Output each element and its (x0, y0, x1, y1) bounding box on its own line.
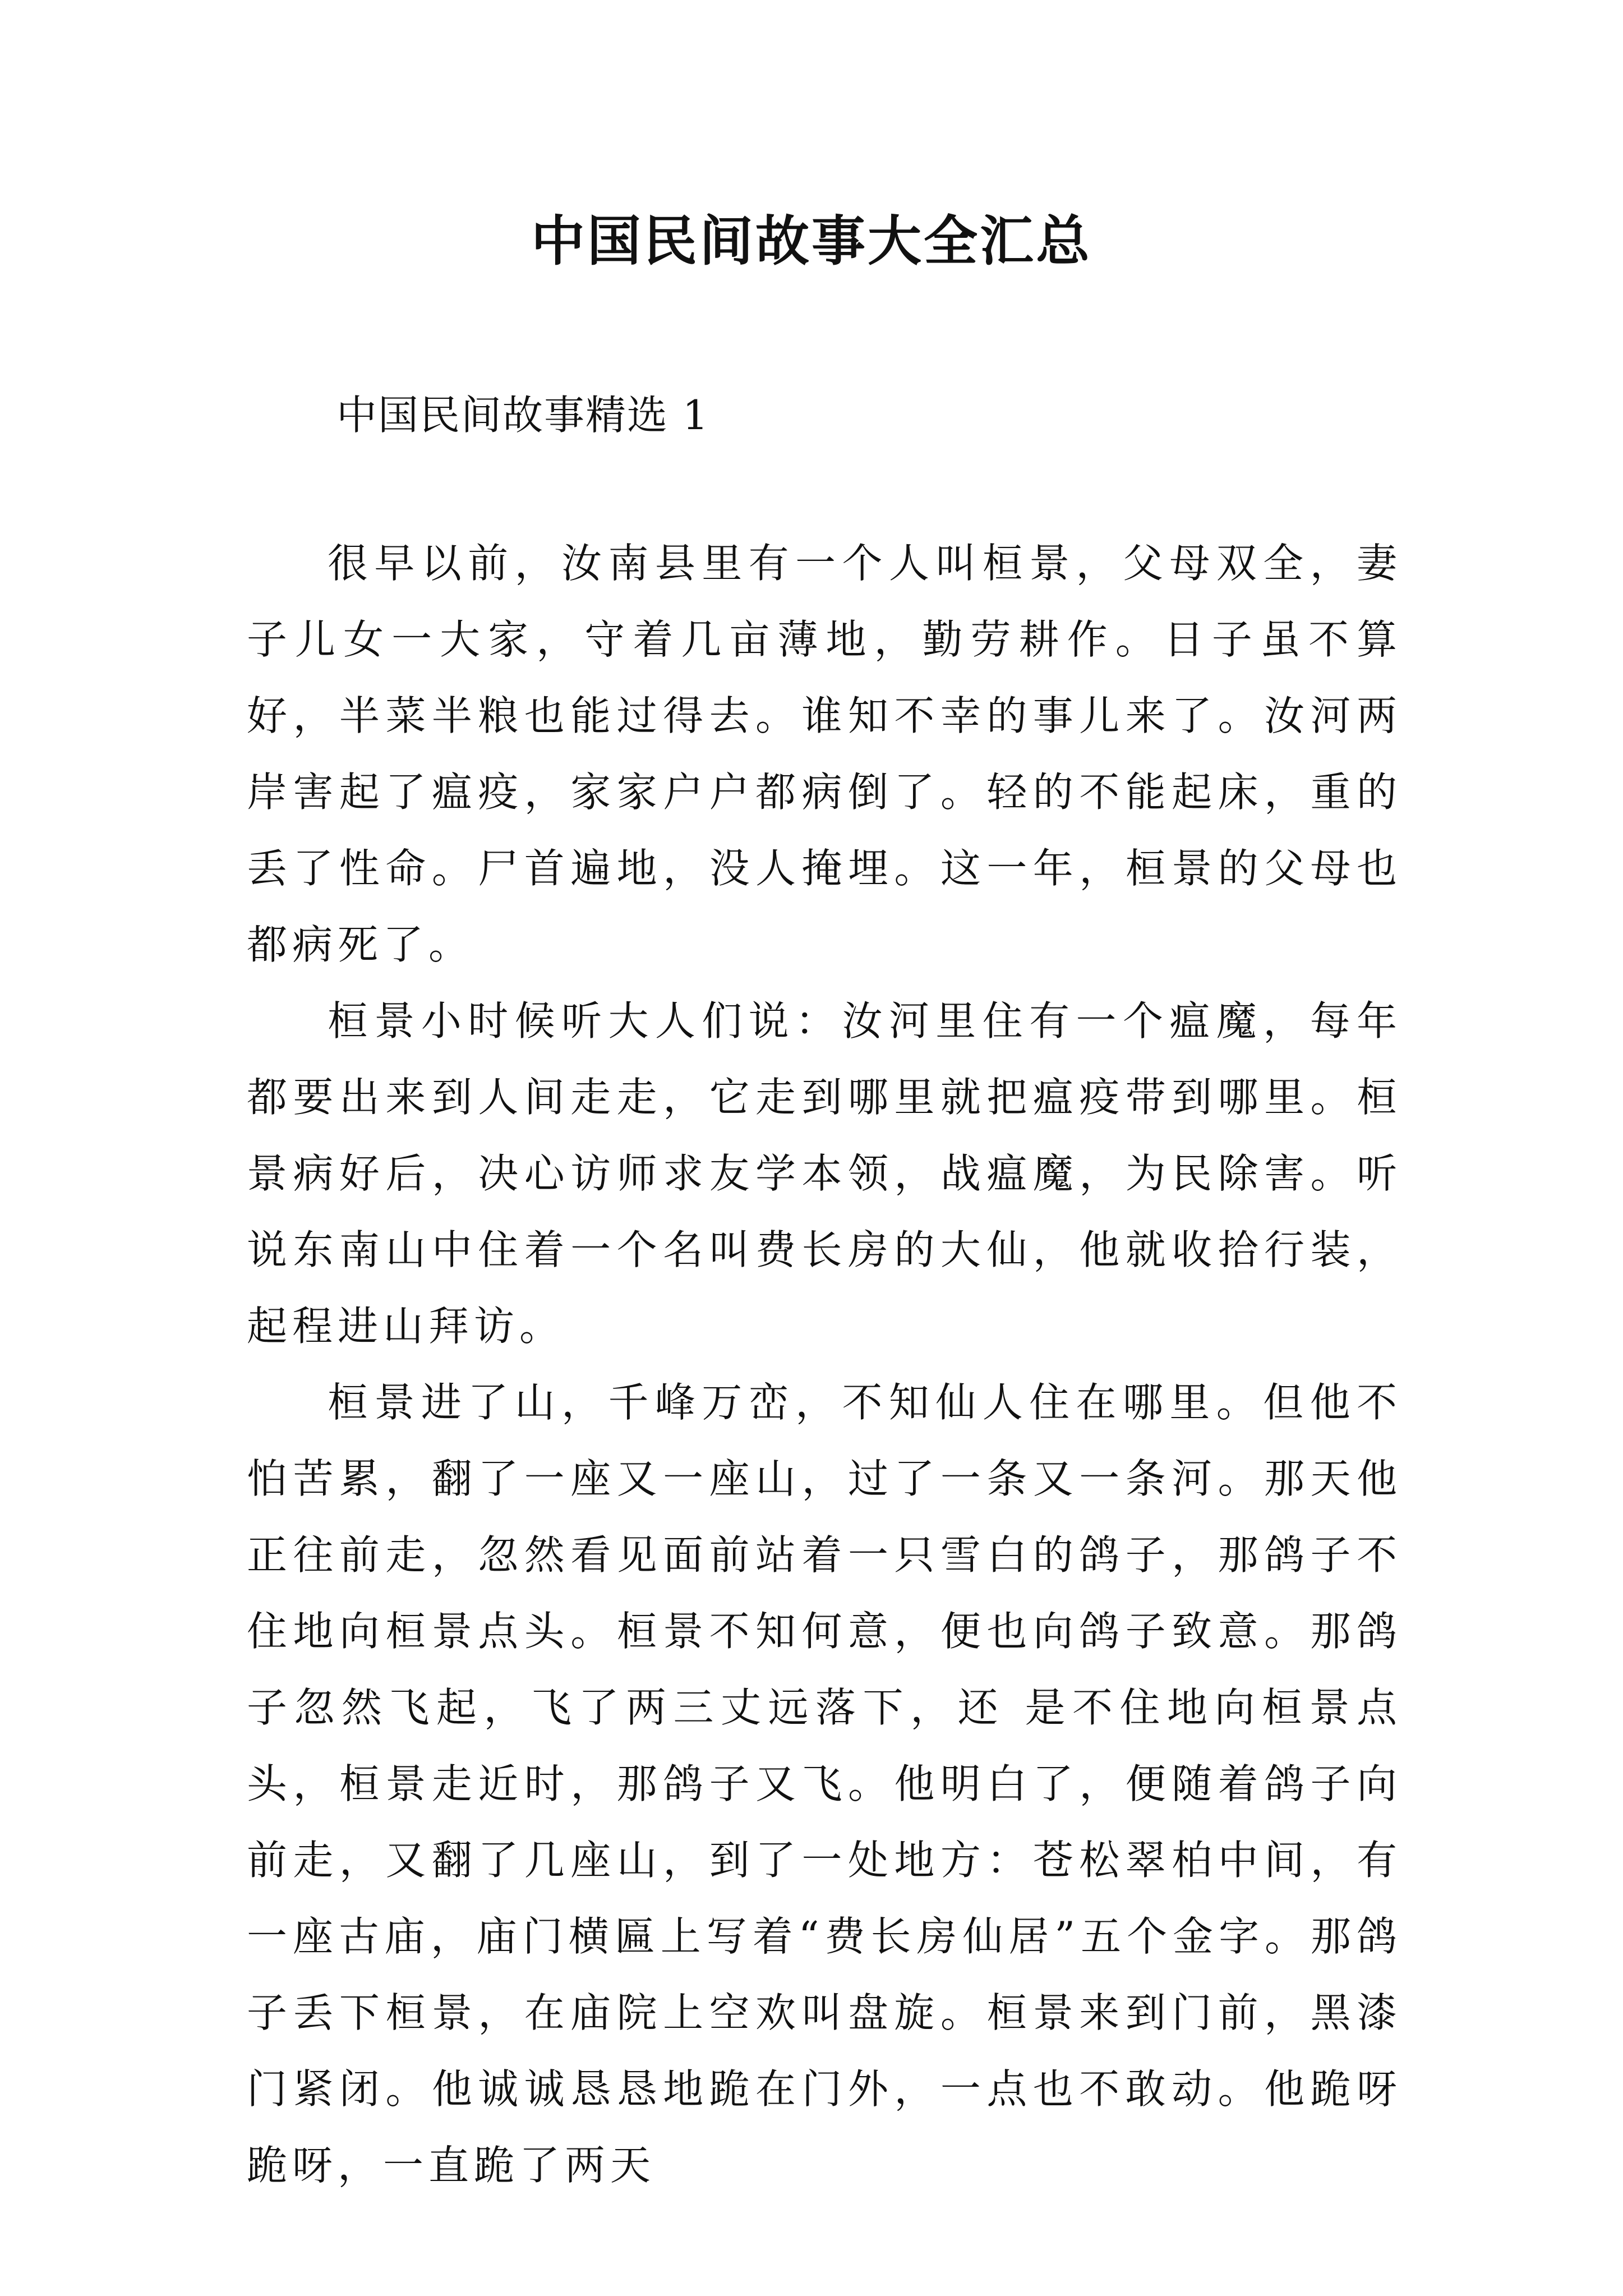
paragraph-3: 桓景进了山，千峰万峦，不知仙人住在哪里。但他不怕苦累，翻了一座又一座山，过了一条又一条河。那天他正往前走，忽然看见面前站着一只雪白的鸽子，那鸽子不住地向桓景点头。桓景不知何意，便也向鸽子致意。那鸽子忽然飞起，飞了两三丈远落下，还 是不住地向桓景点头，桓景走近时，那鸽子又飞。他明白了，便随着鸽子向前走，又翻了几座山，到了一处地方：苍松翠柏中间，有一座古庙，庙门横匾上写着“费长房仙居”五个金字。那鸽子丢下桓景，在庙院上空欢叫盘旋。桓景来到门前，黑漆门紧闭。他诚诚恳恳地跪在门外，一点也不敢动。他跪呀跪呀，一直跪了两天 (247, 1379, 1402, 2189)
document-title: 中国民间故事大全汇总 (531, 209, 1092, 273)
paragraph-2: 桓景小时候听大人们说：汝河里住有一个瘟魔，每年都要出来到人间走走，它走到哪里就把瘟疫带到哪里。桓景病好后，决心访师求友学本领，战瘟魔，为民除害。听说东南山中住着一个名叫费长房的大仙，他就收拾行装，起程进山拜访。 (247, 997, 1402, 1350)
section-heading: 中国民间故事精选 1 (336, 392, 709, 439)
paragraph-1: 很早以前，汝南县里有一个人叫桓景，父母双全，妻子儿女一大家，守着几亩薄地，勤劳耕作。日子虽不算好，半菜半粮也能过得去。谁知不幸的事儿来了。汝河两岸害起了瘟疫，家家户户都病倒了。轻的不能起床，重的丢了性命。尸首遍地，没人掩埋。这一年，桓景的父母也都病死了。 (247, 540, 1402, 968)
document-body (247, 525, 1402, 2203)
